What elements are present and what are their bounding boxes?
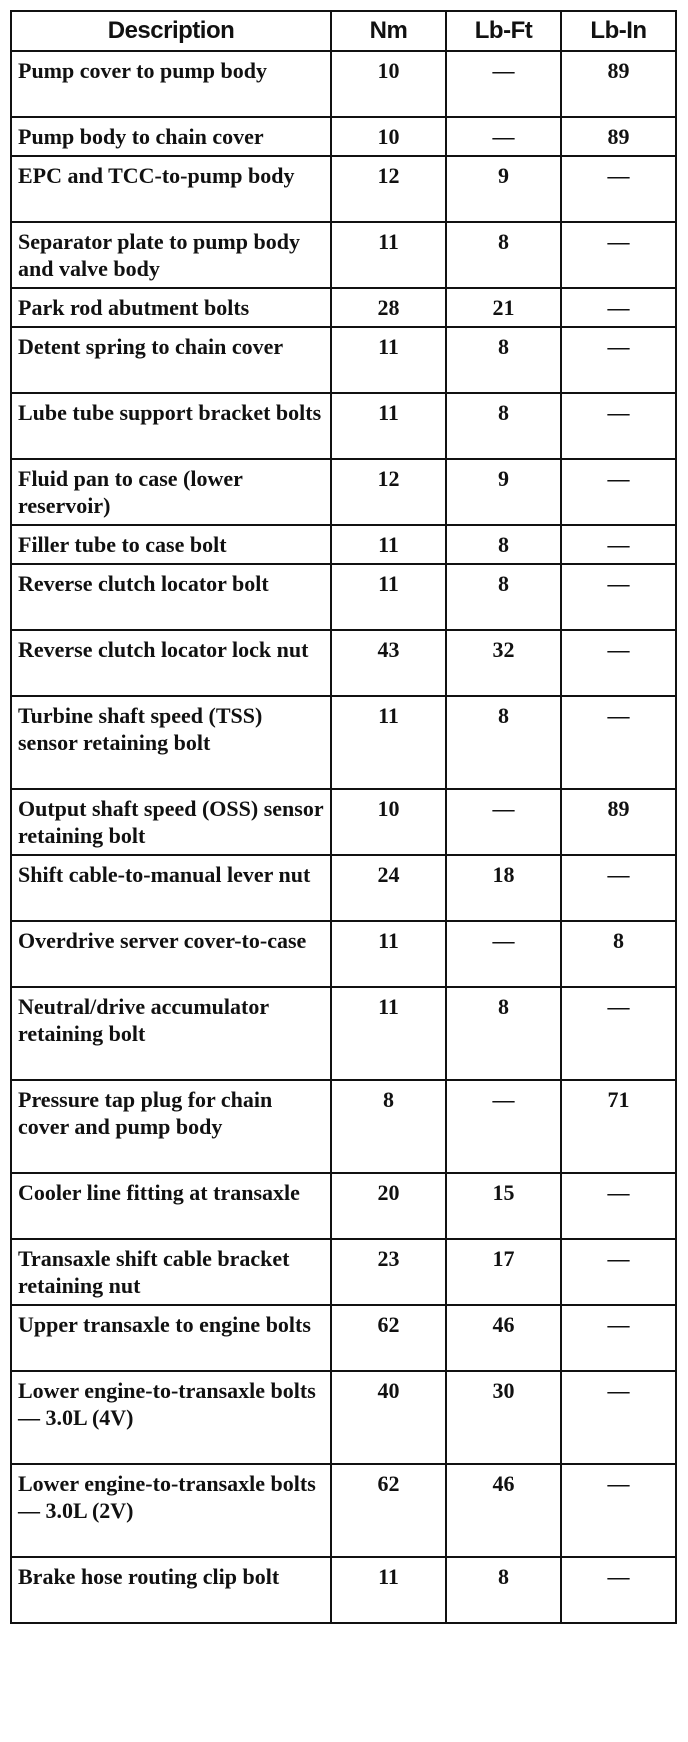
cell-description: Upper transaxle to engine bolts — [11, 1305, 331, 1371]
table-row — [11, 789, 676, 855]
cell-nm: 11 — [331, 987, 446, 1080]
cell-nm: 11 — [331, 696, 446, 789]
cell-lb-in: — — [561, 459, 676, 525]
table-row — [11, 630, 676, 696]
cell-lb-ft: 15 — [446, 1173, 561, 1239]
torque-spec-table — [10, 10, 677, 1624]
cell-lb-in: 89 — [561, 51, 676, 117]
cell-nm: 62 — [331, 1305, 446, 1371]
cell-lb-in: — — [561, 1305, 676, 1371]
cell-nm: 11 — [331, 525, 446, 564]
cell-nm: 23 — [331, 1239, 446, 1305]
table-row — [11, 117, 676, 156]
cell-nm: 62 — [331, 1464, 446, 1557]
table-row — [11, 156, 676, 222]
cell-nm: 24 — [331, 855, 446, 921]
cell-lb-in: — — [561, 525, 676, 564]
cell-description: Filler tube to case bolt — [11, 525, 331, 564]
cell-lb-in: — — [561, 327, 676, 393]
cell-lb-in: — — [561, 564, 676, 630]
table-row — [11, 696, 676, 789]
cell-lb-ft: 9 — [446, 156, 561, 222]
header-nm: Nm — [331, 11, 446, 51]
cell-lb-in: — — [561, 156, 676, 222]
cell-lb-ft: — — [446, 921, 561, 987]
table-row — [11, 222, 676, 288]
cell-lb-in: — — [561, 393, 676, 459]
table-header-row — [11, 11, 676, 51]
cell-nm: 20 — [331, 1173, 446, 1239]
cell-lb-in: 71 — [561, 1080, 676, 1173]
cell-lb-in: — — [561, 1239, 676, 1305]
table-row — [11, 855, 676, 921]
table-row — [11, 288, 676, 327]
cell-lb-ft: — — [446, 1080, 561, 1173]
cell-description: Pump body to chain cover — [11, 117, 331, 156]
cell-lb-ft: 46 — [446, 1464, 561, 1557]
cell-lb-in: — — [561, 222, 676, 288]
cell-lb-in: — — [561, 1173, 676, 1239]
cell-description: Separator plate to pump body and valve body — [11, 222, 331, 288]
cell-lb-ft: 9 — [446, 459, 561, 525]
table-row — [11, 1371, 676, 1464]
cell-lb-in: — — [561, 696, 676, 789]
cell-lb-ft: 30 — [446, 1371, 561, 1464]
table-row — [11, 327, 676, 393]
cell-lb-ft: — — [446, 117, 561, 156]
cell-lb-ft: 8 — [446, 696, 561, 789]
table-row — [11, 564, 676, 630]
cell-description: Lube tube support bracket bolts — [11, 393, 331, 459]
cell-lb-ft: 46 — [446, 1305, 561, 1371]
cell-lb-ft: 8 — [446, 525, 561, 564]
cell-lb-in: — — [561, 987, 676, 1080]
cell-lb-ft: 8 — [446, 1557, 561, 1623]
table-row — [11, 921, 676, 987]
cell-description: Reverse clutch locator bolt — [11, 564, 331, 630]
cell-nm: 11 — [331, 564, 446, 630]
cell-nm: 28 — [331, 288, 446, 327]
cell-lb-ft: 8 — [446, 393, 561, 459]
cell-description: Shift cable-to-manual lever nut — [11, 855, 331, 921]
table-row — [11, 393, 676, 459]
cell-nm: 40 — [331, 1371, 446, 1464]
table-row — [11, 987, 676, 1080]
cell-nm: 10 — [331, 117, 446, 156]
cell-description: Reverse clutch locator lock nut — [11, 630, 331, 696]
cell-description: Output shaft speed (OSS) sensor retaining bolt — [11, 789, 331, 855]
cell-lb-ft: 18 — [446, 855, 561, 921]
cell-lb-in: — — [561, 1464, 676, 1557]
header-lb-in: Lb-In — [561, 11, 676, 51]
cell-nm: 43 — [331, 630, 446, 696]
cell-lb-in: — — [561, 288, 676, 327]
cell-description: Lower engine-to-transaxle bolts — 3.0L (4V) — [11, 1371, 331, 1464]
cell-lb-ft: 8 — [446, 222, 561, 288]
cell-description: Cooler line fitting at transaxle — [11, 1173, 331, 1239]
cell-nm: 10 — [331, 51, 446, 117]
cell-nm: 12 — [331, 156, 446, 222]
header-description: Description — [11, 11, 331, 51]
cell-nm: 11 — [331, 1557, 446, 1623]
cell-lb-ft: 8 — [446, 327, 561, 393]
cell-nm: 11 — [331, 921, 446, 987]
cell-lb-in: — — [561, 1371, 676, 1464]
cell-description: Fluid pan to case (lower reservoir) — [11, 459, 331, 525]
cell-lb-in: — — [561, 855, 676, 921]
cell-nm: 11 — [331, 327, 446, 393]
table-row — [11, 1080, 676, 1173]
table-row — [11, 1305, 676, 1371]
table-row — [11, 51, 676, 117]
cell-nm: 8 — [331, 1080, 446, 1173]
header-lb-ft: Lb-Ft — [446, 11, 561, 51]
cell-nm: 11 — [331, 222, 446, 288]
cell-lb-in: — — [561, 1557, 676, 1623]
cell-lb-ft: 32 — [446, 630, 561, 696]
cell-description: Pressure tap plug for chain cover and pump body — [11, 1080, 331, 1173]
cell-lb-in: 8 — [561, 921, 676, 987]
cell-lb-ft: 8 — [446, 564, 561, 630]
cell-lb-ft: — — [446, 51, 561, 117]
table-row — [11, 1464, 676, 1557]
cell-lb-ft: 17 — [446, 1239, 561, 1305]
cell-description: Pump cover to pump body — [11, 51, 331, 117]
table-row — [11, 1173, 676, 1239]
cell-description: Detent spring to chain cover — [11, 327, 331, 393]
cell-description: Lower engine-to-transaxle bolts — 3.0L (2V) — [11, 1464, 331, 1557]
cell-lb-ft: 21 — [446, 288, 561, 327]
cell-lb-in: 89 — [561, 117, 676, 156]
table-row — [11, 459, 676, 525]
cell-description: Overdrive server cover-to-case — [11, 921, 331, 987]
cell-lb-in: — — [561, 630, 676, 696]
cell-description: Transaxle shift cable bracket retaining nut — [11, 1239, 331, 1305]
cell-lb-ft: 8 — [446, 987, 561, 1080]
cell-lb-ft: — — [446, 789, 561, 855]
cell-nm: 12 — [331, 459, 446, 525]
cell-description: Brake hose routing clip bolt — [11, 1557, 331, 1623]
cell-description: Park rod abutment bolts — [11, 288, 331, 327]
cell-description: Turbine shaft speed (TSS) sensor retaining bolt — [11, 696, 331, 789]
table-row — [11, 1239, 676, 1305]
table-row — [11, 525, 676, 564]
cell-description: EPC and TCC-to-pump body — [11, 156, 331, 222]
cell-nm: 10 — [331, 789, 446, 855]
cell-description: Neutral/drive accumulator retaining bolt — [11, 987, 331, 1080]
cell-lb-in: 89 — [561, 789, 676, 855]
table-row — [11, 1557, 676, 1623]
cell-nm: 11 — [331, 393, 446, 459]
